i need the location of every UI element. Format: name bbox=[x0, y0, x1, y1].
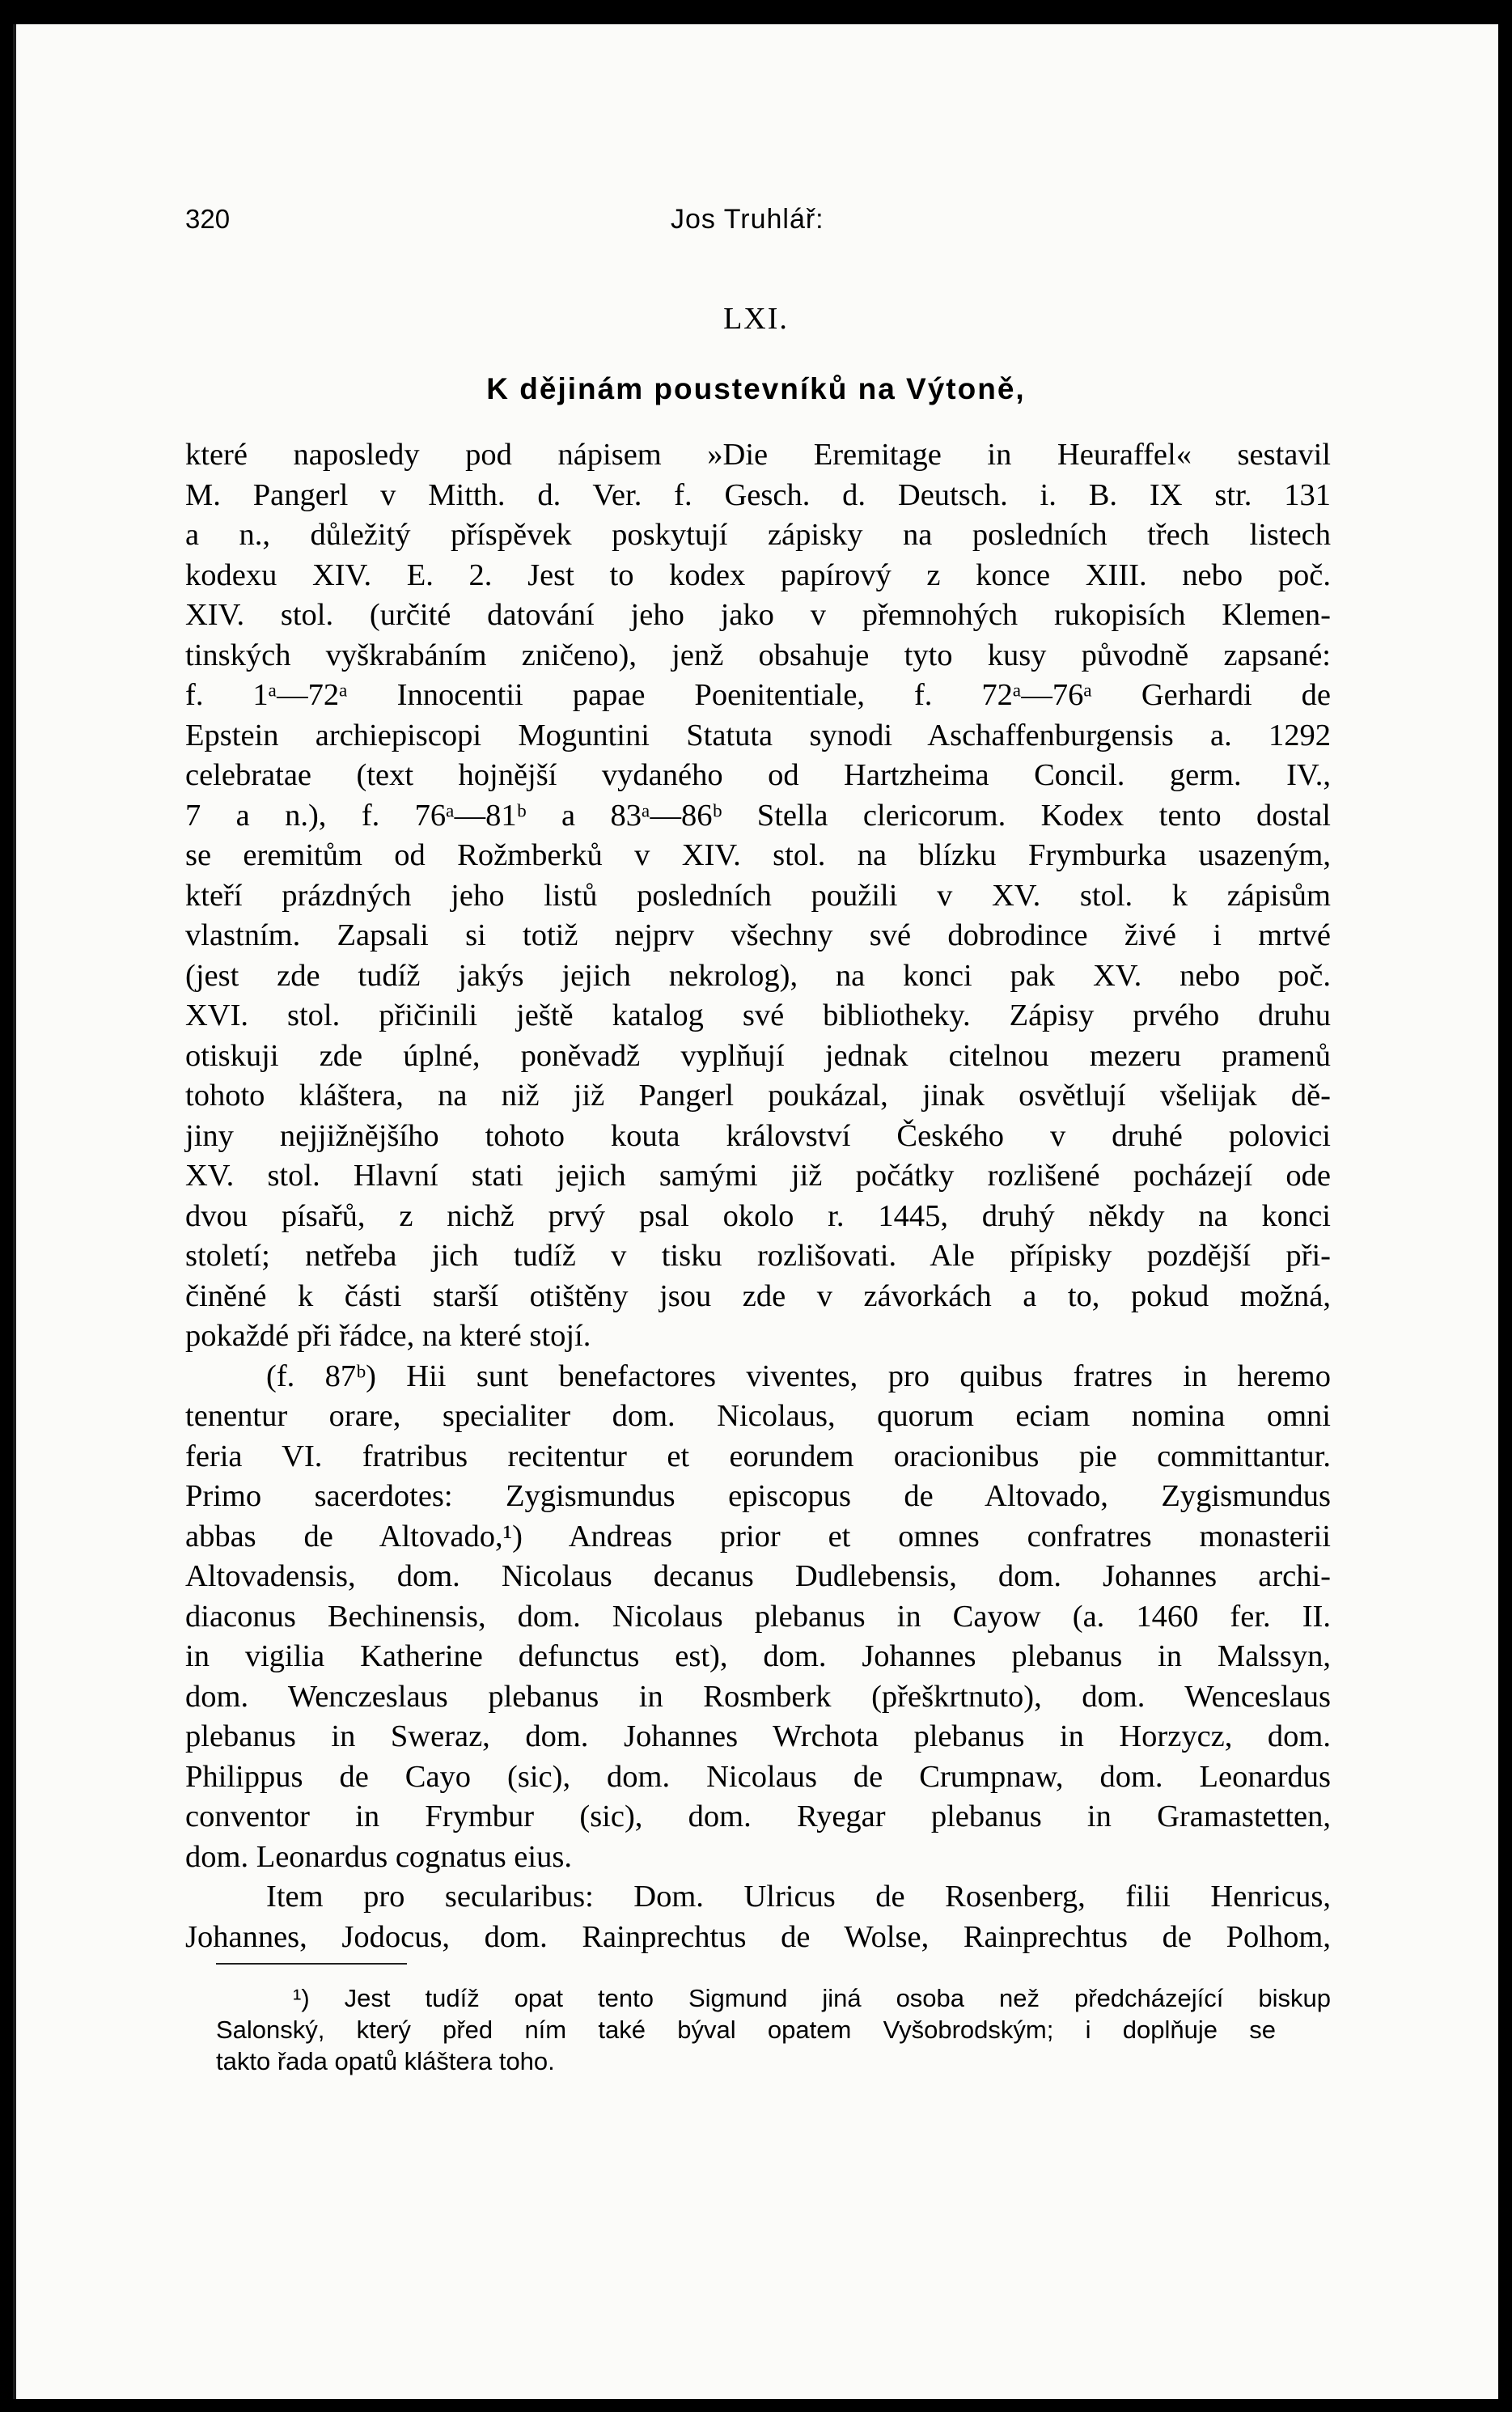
text-line: dom. Leonardus cognatus eius. bbox=[185, 1839, 572, 1874]
text-line: M. Pangerl v Mitth. d. Ver. f. Gesch. d. Deutsch. i. B. IX str. 131 bbox=[185, 477, 1331, 512]
running-head: Jos Truhlář: bbox=[671, 204, 824, 235]
footnote-line: ¹) Jest tudíž opat tento Sigmund jiná osoba než předcházející biskup bbox=[293, 1984, 1331, 2012]
text-line: dom. Wenczeslaus plebanus in Rosmberk (přeškrtnuto), dom. Wenceslaus bbox=[185, 1679, 1331, 1714]
text-line: činěné k části starší otištěny jsou zde v závorkách a to, pokud možná, bbox=[185, 1278, 1331, 1313]
text-line: které naposledy pod nápisem »Die Eremitage in Heuraffel« sestavil bbox=[185, 438, 1331, 472]
chapter-numeral: LXI. bbox=[723, 302, 789, 336]
text-line: conventor in Frymbur (sic), dom. Ryegar plebanus in Gramastetten, bbox=[185, 1799, 1331, 1833]
footnote-line: takto řada opatů kláštera toho. bbox=[216, 2047, 555, 2075]
text-line: XVI. stol. přičinili ještě katalog své bibliotheky. Zápisy prvého druhu bbox=[185, 998, 1331, 1032]
text-line: jiny nejjižnějšího tohoto kouta království Českého v druhé polovici bbox=[185, 1118, 1331, 1153]
text-line: vlastním. Zapsali si totiž nejprv všechny své dobrodince živé i mrtvé bbox=[185, 918, 1331, 952]
text-line: otiskuji zde úplné, poněvadž vyplňují jednak citelnou mezeru pramenů bbox=[185, 1038, 1331, 1073]
text-line: 7 a n.), f. 76ᵃ—81ᵇ a 83ᵃ—86ᵇ Stella clericorum. Kodex tento dostal bbox=[185, 798, 1331, 833]
text-line: XV. stol. Hlavní stati jejich samými již počátky rozlišené pocházejí ode bbox=[185, 1159, 1331, 1193]
text-line: Altovadensis, dom. Nicolaus decanus Dudlebensis, dom. Johannes archi- bbox=[185, 1559, 1331, 1593]
footnote-line: Salonský, který před ním také býval opatem Vyšobrodským; i doplňuje se bbox=[216, 2016, 1276, 2044]
page-number: 320 bbox=[185, 204, 231, 234]
text-line: tinských vyškrabáním zničeno), jenž obsahuje tyto kusy původně zapsané: bbox=[185, 638, 1331, 672]
text-line: kodexu XIV. E. 2. Jest to kodex papírový z konce XIII. nebo poč. bbox=[185, 557, 1331, 592]
text-line: Item pro secularibus: Dom. Ulricus de Rosenberg, filii Henricus, bbox=[266, 1880, 1331, 1914]
text-line: století; netřeba jich tudíž v tisku rozlišovati. Ale přípisky pozdější při- bbox=[185, 1239, 1331, 1273]
text-line: celebratae (text hojnější vydaného od Hartzheima Concil. germ. IV., bbox=[185, 758, 1331, 792]
text-line: tohoto kláštera, na niž již Pangerl poukázal, jinak osvětlují všelijak dě- bbox=[185, 1079, 1331, 1113]
text-line: se eremitům od Rožmberků v XIV. stol. na blízku Frymburka usazeným, bbox=[185, 838, 1331, 872]
text-line: a n., důležitý příspěvek poskytují zápisky na posledních třech listech bbox=[185, 518, 1331, 552]
text-line: (f. 87ᵇ) Hii sunt benefactores viventes, pro quibus fratres in heremo bbox=[266, 1359, 1331, 1393]
footnote bbox=[216, 1982, 1331, 2077]
text-line: XIV. stol. (určité datování jeho jako v přemnohých rukopisích Klemen- bbox=[185, 598, 1331, 632]
text-line: Primo sacerdotes: Zygismundus episcopus de Altovado, Zygismundus bbox=[185, 1479, 1331, 1513]
text-line: Johannes, Jodocus, dom. Rainprechtus de Wolse, Rainprechtus de Polhom, bbox=[185, 1919, 1331, 1954]
text-line: diaconus Bechinensis, dom. Nicolaus plebanus in Cayow (a. 1460 fer. II. bbox=[185, 1599, 1331, 1634]
text-line: dvou písařů, z nichž prvý psal okolo r. 1445, druhý někdy na konci bbox=[185, 1198, 1331, 1233]
paragraph-3 bbox=[185, 1877, 1331, 1957]
text-line: abbas de Altovado,¹) Andreas prior et omnes confratres monasterii bbox=[185, 1519, 1331, 1554]
text-line: Philippus de Cayo (sic), dom. Nicolaus de Crumpnaw, dom. Leonardus bbox=[185, 1759, 1331, 1794]
footnote-rule bbox=[216, 1963, 407, 1965]
text-line: feria VI. fratribus recitentur et eorundem oracionibus pie committantur. bbox=[185, 1439, 1331, 1473]
page-header bbox=[185, 204, 1326, 252]
text-line: (jest zde tudíž jakýs jejich nekrolog), na konci pak XV. nebo poč. bbox=[185, 958, 1331, 993]
text-line: kteří prázdných jeho listů posledních použili v XV. stol. k zápisům bbox=[185, 878, 1331, 913]
text-line: Epstein archiepiscopi Moguntini Statuta synodi Aschaffenburgensis a. 1292 bbox=[185, 718, 1331, 752]
text-line: plebanus in Sweraz, dom. Johannes Wrchota plebanus in Horzycz, dom. bbox=[185, 1719, 1331, 1753]
paragraph-1 bbox=[185, 435, 1331, 1357]
text-line: f. 1ᵃ—72ᵃ Innocentii papae Poenitentiale, f. 72ᵃ—76ᵃ Gerhardi de bbox=[185, 678, 1331, 712]
text-line: tenentur orare, specialiter dom. Nicolaus, quorum eciam nomina omni bbox=[185, 1399, 1331, 1433]
text-line: pokaždé při řádce, na které stojí. bbox=[185, 1319, 591, 1353]
paragraph-2 bbox=[185, 1357, 1331, 1878]
body-text bbox=[185, 435, 1331, 1957]
section-title: K dějinám poustevníků na Výtoně, bbox=[486, 372, 1026, 405]
text-line: in vigilia Katherine defunctus est), dom. Johannes plebanus in Malssyn, bbox=[185, 1639, 1331, 1673]
